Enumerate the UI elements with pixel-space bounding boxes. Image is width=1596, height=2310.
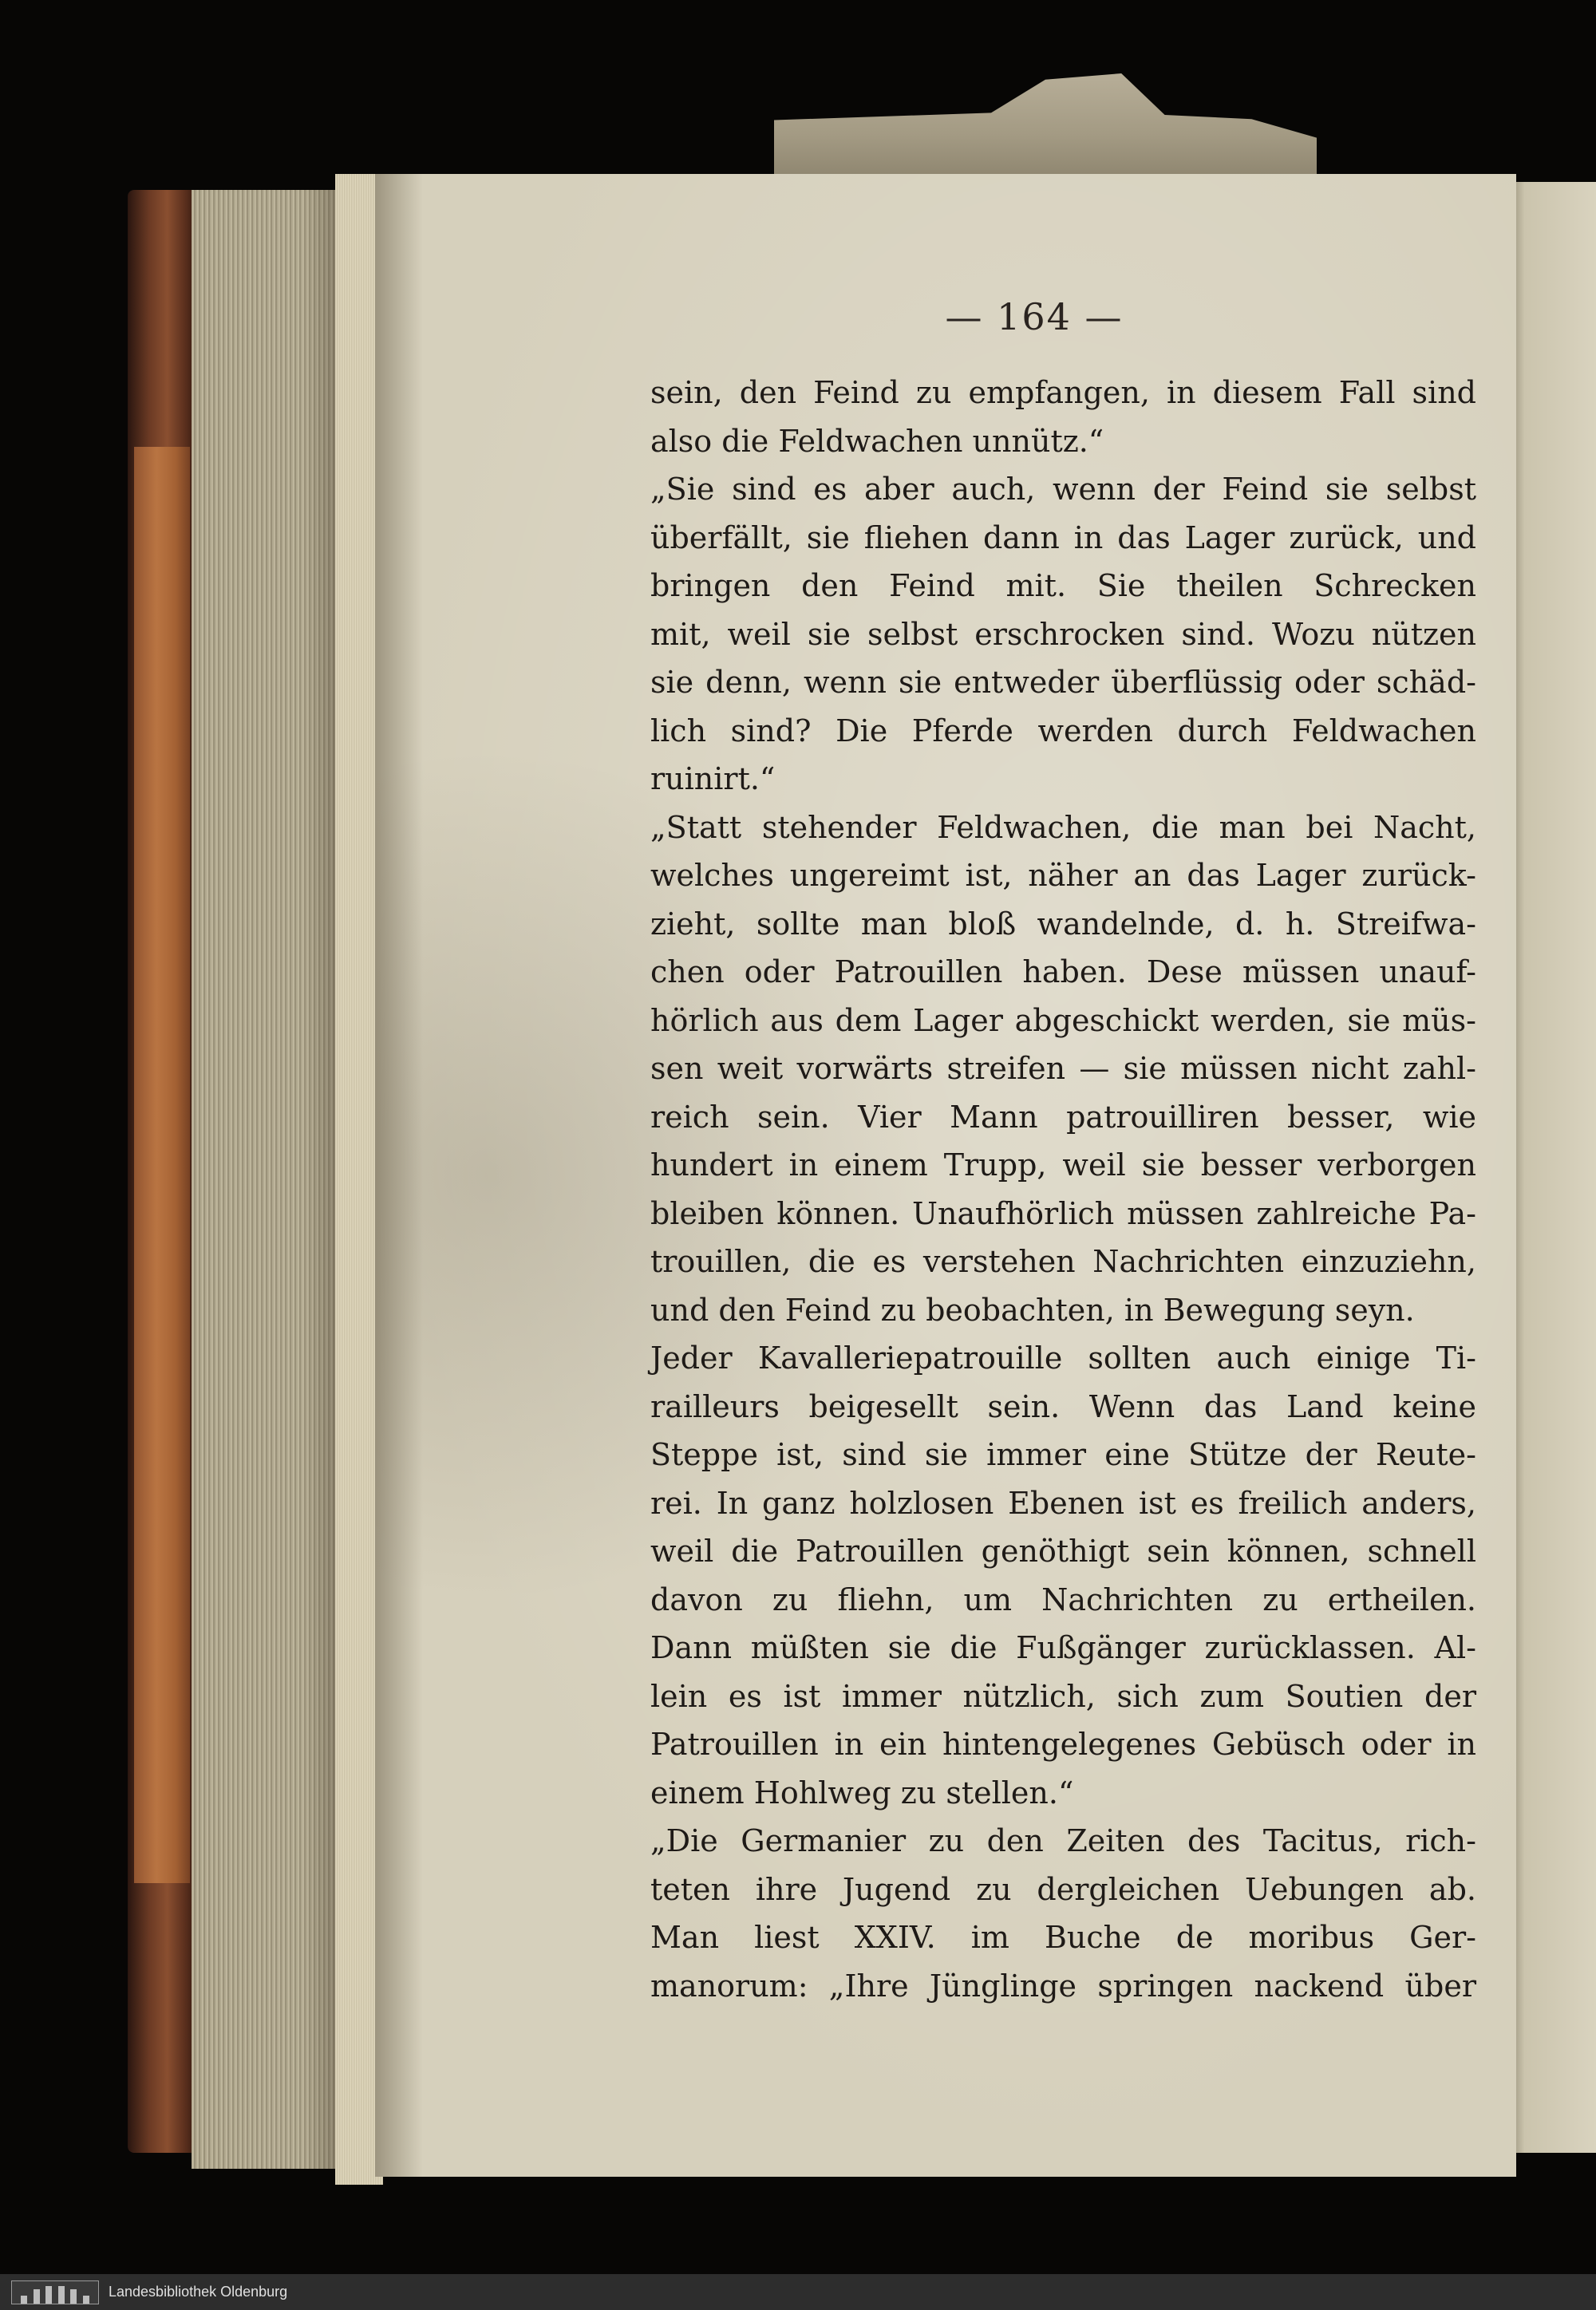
body-text <box>650 369 1476 2010</box>
text-line: bleiben können. Unaufhörlich müssen zahlreiche Pa- <box>650 1195 1476 1231</box>
text-line: ruinirt.“ <box>650 761 776 796</box>
spine-leather-patch <box>134 447 190 1883</box>
text-line: reich sein. Vier Mann patrouilliren besser, wie <box>650 1099 1476 1135</box>
text-line: Patrouillen in ein hintengelegenes Gebüsch oder in <box>650 1727 1476 1762</box>
text-line: überfällt, sie fliehen dann in das Lager zurück, und <box>650 519 1476 555</box>
text-line: hundert in einem Trupp, weil sie besser verborgen <box>650 1147 1476 1183</box>
text-line: sen weit vorwärts streifen — sie müssen nicht zahl- <box>650 1051 1476 1086</box>
text-line: bringen den Feind mit. Sie theilen Schrecken <box>650 568 1476 603</box>
text-line: einem Hohlweg zu stellen.“ <box>650 1775 1074 1810</box>
page-gutter-shadow <box>375 174 423 2177</box>
text-line: davon zu fliehn, um Nachrichten zu ertheilen. <box>650 1581 1476 1617</box>
text-line: zieht, sollte man bloß wandelnde, d. h. Streifwa- <box>650 906 1476 942</box>
text-line: Steppe ist, sind sie immer eine Stütze der Reute- <box>650 1437 1476 1472</box>
text-line: railleurs beigesellt sein. Wenn das Land keine <box>650 1388 1476 1424</box>
text-line: und den Feind zu beobachten, in Bewegung seyn. <box>650 1292 1415 1328</box>
text-line: „Statt stehender Feldwachen, die man bei Nacht, <box>650 809 1476 845</box>
text-line: manorum: „Ihre Jünglinge springen nackend über <box>650 1968 1476 2004</box>
text-line: Dann müßten sie die Fußgänger zurücklassen. Al- <box>650 1630 1476 1665</box>
text-line: lein es ist immer nützlich, sich zum Soutien der <box>650 1678 1476 1714</box>
text-line: sie denn, wenn sie entweder überflüssig oder schäd- <box>650 665 1476 700</box>
text-line: „Sie sind es aber auch, wenn der Feind sie selbst <box>650 472 1476 507</box>
text-line: trouillen, die es verstehen Nachrichten einzuziehn, <box>650 1244 1476 1279</box>
text-line: also die Feldwachen unnütz.“ <box>650 423 1104 459</box>
text-line: teten ihre Jugend zu dergleichen Uebungen ab. <box>650 1871 1476 1907</box>
text-line: chen oder Patrouillen haben. Dese müssen unauf- <box>650 954 1476 989</box>
text-line: sein, den Feind zu empfangen, in diesem Fall sind <box>650 375 1476 410</box>
text-line: weil die Patrouillen genöthigt sein können, schnell <box>650 1534 1476 1569</box>
text-line: lich sind? Die Pferde werden durch Feldwachen <box>650 713 1476 748</box>
page-number: — 164 — <box>945 295 1124 338</box>
text-line: Man liest XXIV. im Buche de moribus Ger- <box>650 1920 1476 1955</box>
text-line: Jeder Kavalleriepatrouille sollten auch einige Ti- <box>650 1341 1476 1376</box>
library-building-icon <box>11 2280 99 2304</box>
footer-bar <box>0 2274 1596 2310</box>
text-line: „Die Germanier zu den Zeiten des Tacitus, rich- <box>650 1823 1476 1858</box>
text-line: rei. In ganz holzlosen Ebenen ist es freilich anders, <box>650 1485 1476 1521</box>
next-page-edge <box>1507 182 1596 2153</box>
text-line: welches ungereimt ist, näher an das Lager zurück- <box>650 858 1476 893</box>
text-line: hörlich aus dem Lager abgeschickt werden, sie müs- <box>650 1002 1476 1038</box>
text-line: mit, weil sie selbst erschrocken sind. Wozu nützen <box>650 616 1476 652</box>
library-name: Landesbibliothek Oldenburg <box>109 2284 288 2300</box>
